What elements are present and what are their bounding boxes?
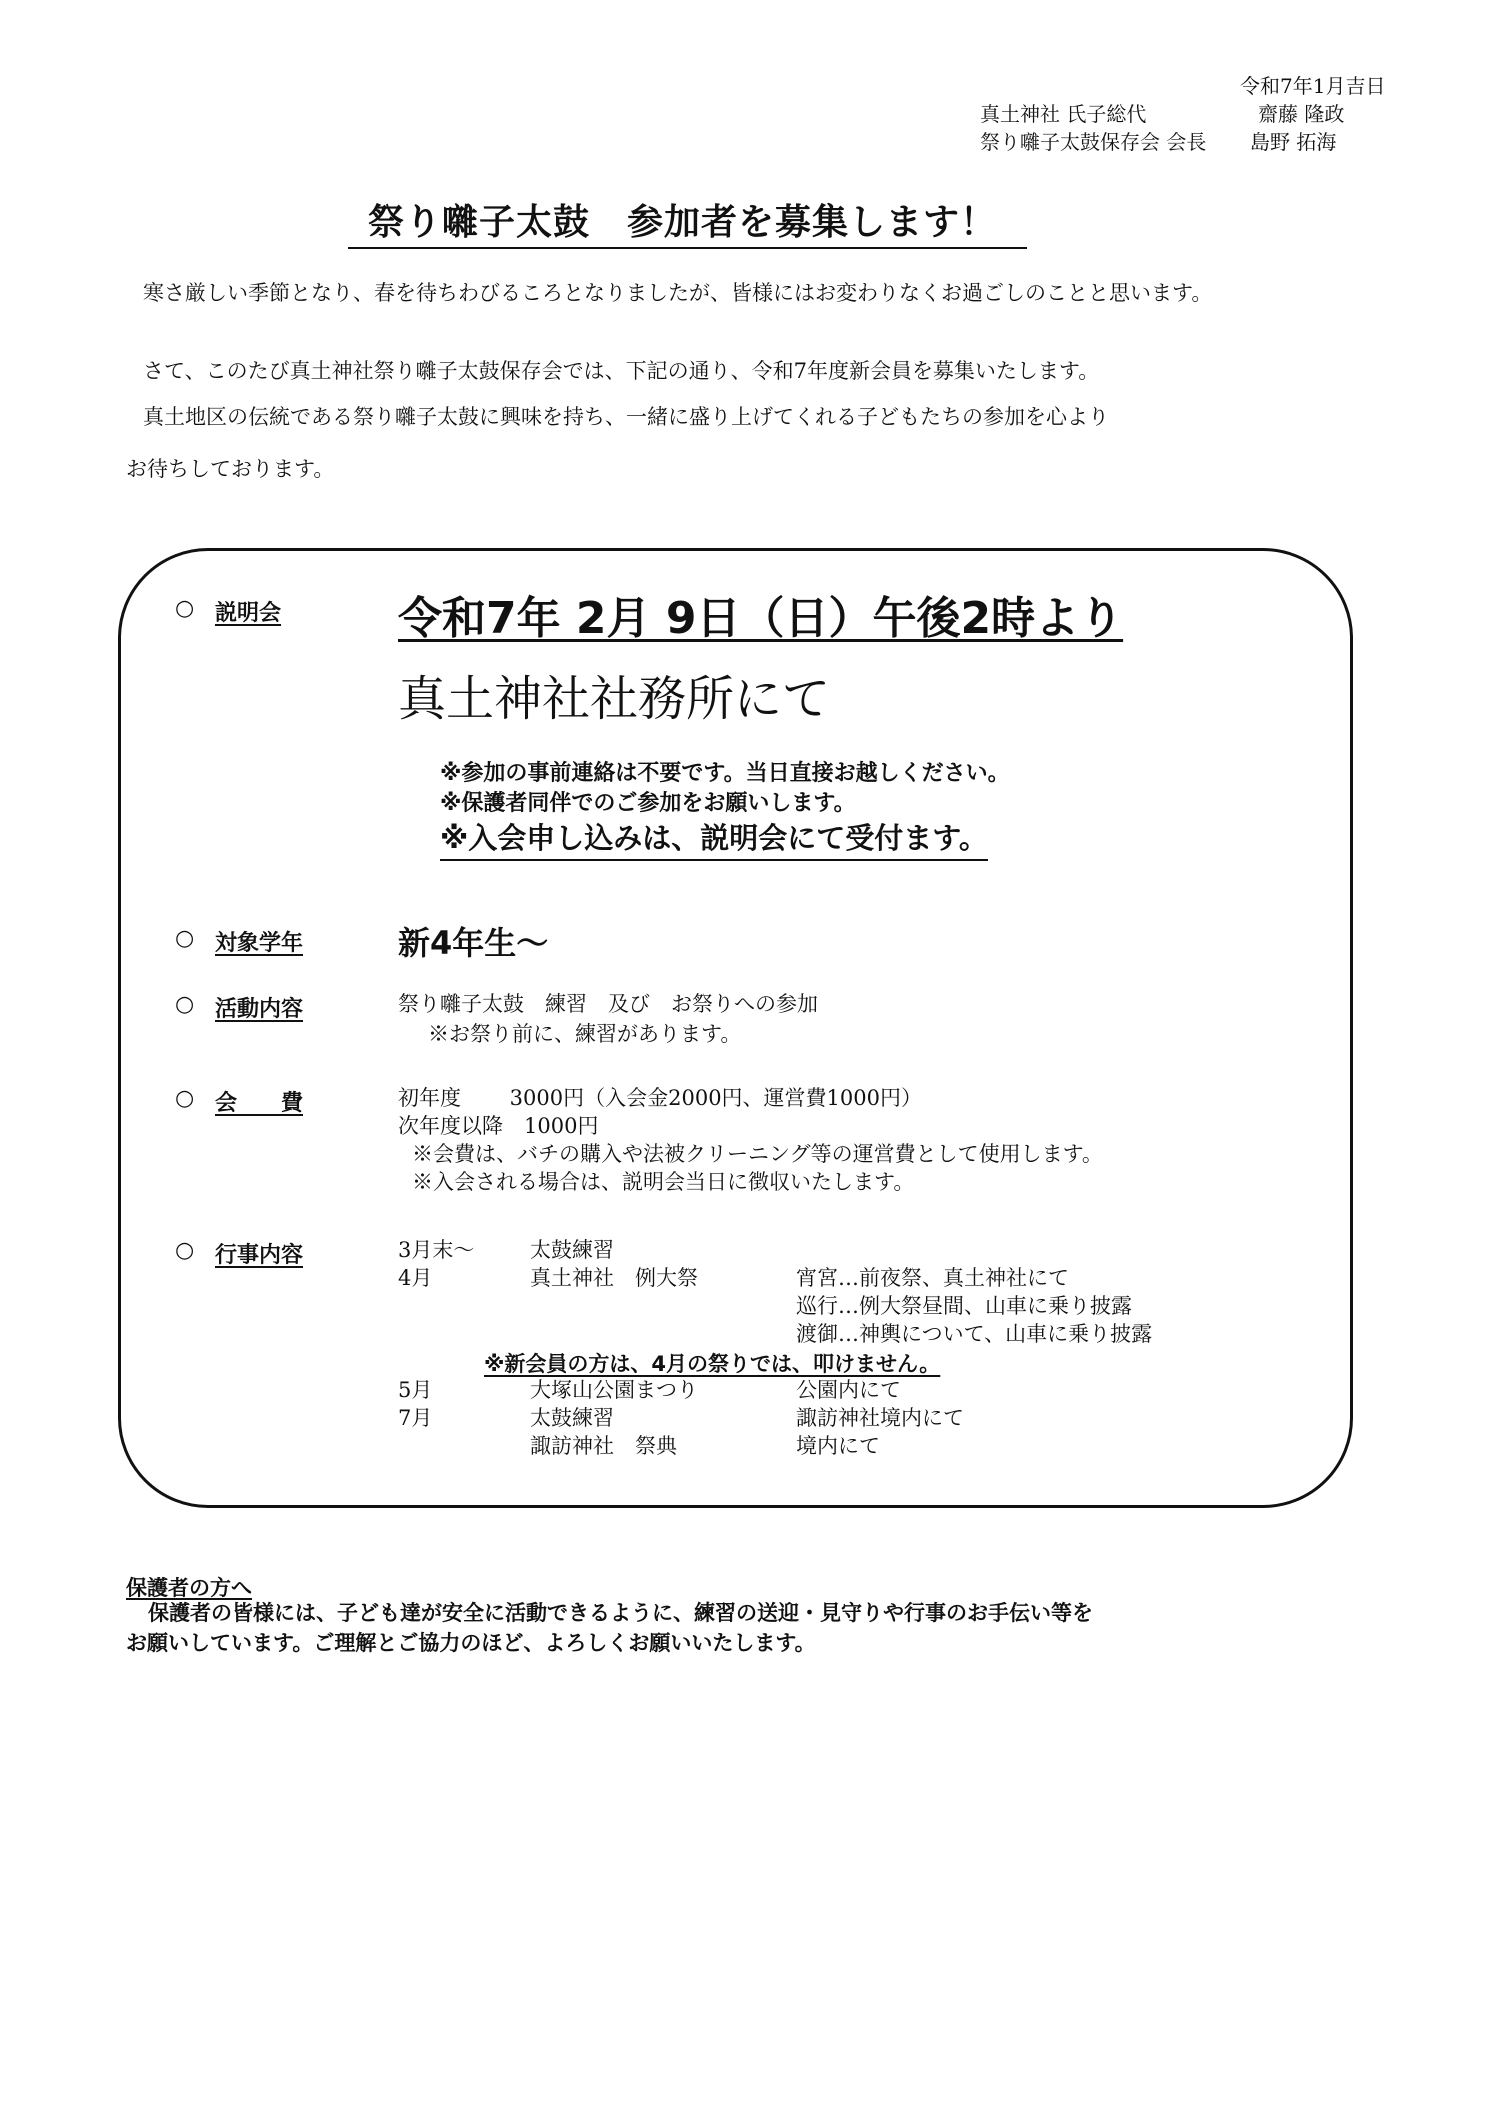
event-detail: 巡行…例大祭昼間、山車に乗り披露 — [796, 1294, 1132, 1318]
event-detail: 渡御…神輿について、山車に乗り披露 — [796, 1322, 1153, 1346]
event-name: 真土神社 例大祭 — [530, 1266, 698, 1290]
events-note: ※新会員の方は、4月の祭りでは、叩けません。 — [484, 1352, 941, 1376]
event-detail: 境内にて — [796, 1434, 880, 1458]
event-month: 7月 — [398, 1406, 433, 1430]
session-note-3: ※入会申し込みは、説明会にて受付ます。 — [440, 816, 988, 861]
event-month: 5月 — [398, 1378, 433, 1402]
activity-label: 活動内容 — [215, 997, 304, 1022]
guardians-line-1: 保護者の皆様には、子ども達が安全に活動できるように、練習の送迎・見守りや行事のお手伝い等を — [148, 1601, 1093, 1625]
intro-paragraph-3-cont: お待ちしております。 — [126, 457, 335, 481]
session-label: 説明会 — [215, 601, 282, 626]
session-note-2: ※保護者同伴でのご参加をお願いします。 — [440, 791, 856, 816]
sender-org-1: 真土神社 氏子総代 — [980, 102, 1147, 126]
intro-paragraph-3: 真土地区の伝統である祭り囃子太鼓に興味を持ち、一緒に盛り上げてくれる子どもたちの参加を心より — [143, 405, 1109, 429]
grade-label: 対象学年 — [215, 931, 304, 956]
event-name: 太鼓練習 — [530, 1406, 614, 1430]
event-detail: 公園内にて — [796, 1378, 901, 1402]
bullet-grade: ○ — [175, 926, 195, 951]
fee-note-1: ※会費は、バチの購入や法被クリーニング等の運営費として使用します。 — [412, 1142, 1103, 1166]
activity-line-2: ※お祭り前に、練習があります。 — [428, 1022, 742, 1046]
event-detail: 宵宮…前夜祭、真土神社にて — [796, 1266, 1069, 1290]
guardians-title: 保護者の方へ — [126, 1576, 252, 1600]
sender-name-1: 齋藤 隆政 — [1258, 102, 1345, 126]
fee-line-1: 初年度 3000円（入会金2000円、運営費1000円） — [398, 1086, 923, 1110]
fee-line-2: 次年度以降 1000円 — [398, 1114, 599, 1138]
bullet-session: ○ — [175, 596, 195, 621]
fee-label: 会 費 — [215, 1091, 304, 1116]
intro-paragraph-1: 寒さ厳しい季節となり、春を待ちわびるころとなりましたが、皆様にはお変わりなくお過ごしのことと思います。 — [143, 281, 1213, 305]
bullet-activity: ○ — [175, 992, 195, 1017]
page-title: 祭り囃子太鼓 参加者を募集します！ — [348, 194, 1027, 249]
events-label: 行事内容 — [215, 1243, 304, 1268]
grade-value: 新4年生～ — [398, 924, 549, 962]
session-datetime: 令和7年 2月 9日（日）午後2時より — [398, 593, 1124, 644]
session-venue: 真土神社社務所にて — [398, 671, 831, 727]
bullet-events: ○ — [175, 1238, 195, 1263]
event-name: 大塚山公園まつり — [530, 1378, 698, 1402]
event-detail: 諏訪神社境内にて — [796, 1406, 964, 1430]
intro-paragraph-2: さて、このたび真土神社祭り囃子太鼓保存会では、下記の通り、令和7年度新会員を募集いたします。 — [143, 359, 1100, 383]
guardians-line-2: お願いしています。ご理解とご協力のほど、よろしくお願いいたします。 — [126, 1631, 816, 1655]
bullet-fee: ○ — [175, 1086, 195, 1111]
sender-name-2: 島野 拓海 — [1250, 130, 1337, 154]
event-name: 諏訪神社 祭典 — [530, 1434, 677, 1458]
fee-note-2: ※入会される場合は、説明会当日に徴収いたします。 — [412, 1170, 915, 1194]
activity-line-1: 祭り囃子太鼓 練習 及び お祭りへの参加 — [398, 992, 818, 1016]
sender-org-2: 祭り囃子太鼓保存会 会長 — [980, 130, 1207, 154]
session-note-1: ※参加の事前連絡は不要です。当日直接お越しください。 — [440, 761, 1010, 786]
event-name: 太鼓練習 — [530, 1238, 614, 1262]
issue-date: 令和7年1月吉日 — [1240, 74, 1386, 98]
event-month: 3月末～ — [398, 1238, 475, 1262]
event-month: 4月 — [398, 1266, 433, 1290]
